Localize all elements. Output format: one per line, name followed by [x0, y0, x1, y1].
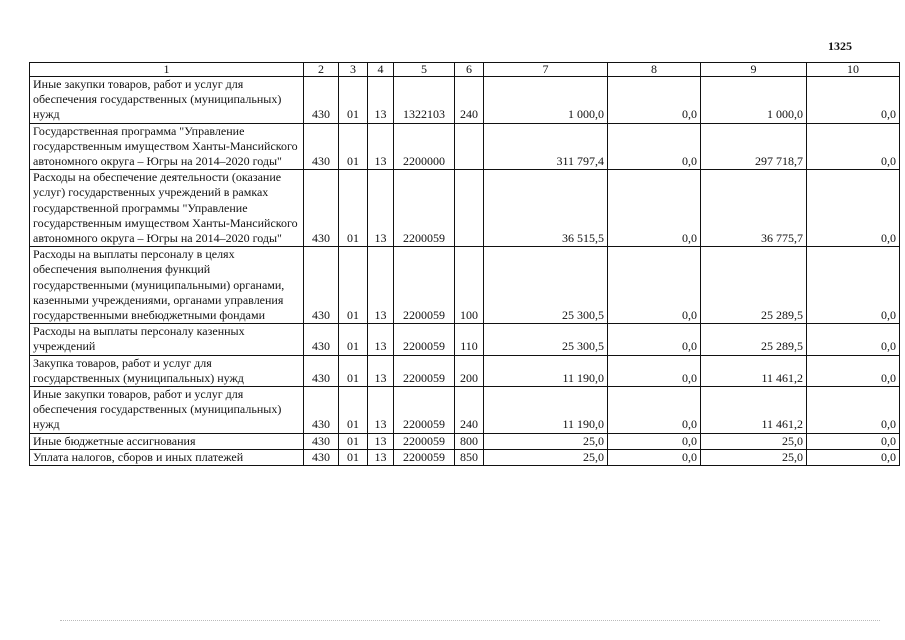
cell-section: 01 — [339, 77, 368, 124]
cell-target-article: 2200059 — [394, 247, 455, 324]
header-cell: 1 — [30, 63, 304, 77]
row-name: Иные закупки товаров, работ и услуг для обеспечения государственных (муниципальных) нужд — [30, 387, 304, 434]
cell-amount-10: 0,0 — [807, 387, 900, 434]
cell-admin-code: 430 — [304, 77, 339, 124]
row-name: Иные бюджетные ассигнования — [30, 433, 304, 449]
cell-section: 01 — [339, 123, 368, 170]
cell-amount-7: 1 000,0 — [484, 77, 608, 124]
cell-target-article: 2200059 — [394, 355, 455, 386]
cell-admin-code: 430 — [304, 449, 339, 465]
cell-admin-code: 430 — [304, 324, 339, 355]
header-cell: 10 — [807, 63, 900, 77]
cell-subsection: 13 — [368, 77, 394, 124]
table-row — [30, 355, 900, 386]
row-name: Иные закупки товаров, работ и услуг для обеспечения государственных (муниципальных) нужд — [30, 77, 304, 124]
budget-table — [29, 62, 900, 466]
cell-amount-8: 0,0 — [608, 247, 701, 324]
header-cell: 8 — [608, 63, 701, 77]
cell-expense-type — [455, 123, 484, 170]
cell-amount-7: 11 190,0 — [484, 355, 608, 386]
cell-amount-7: 311 797,4 — [484, 123, 608, 170]
header-cell: 7 — [484, 63, 608, 77]
cell-amount-7: 25,0 — [484, 449, 608, 465]
cell-admin-code: 430 — [304, 355, 339, 386]
cell-amount-10: 0,0 — [807, 433, 900, 449]
cell-amount-8: 0,0 — [608, 355, 701, 386]
header-row — [30, 63, 900, 77]
cell-amount-8: 0,0 — [608, 324, 701, 355]
cell-amount-7: 11 190,0 — [484, 387, 608, 434]
cell-section: 01 — [339, 324, 368, 355]
cell-amount-9: 11 461,2 — [701, 387, 807, 434]
row-name: Расходы на выплаты персоналу казенных учреждений — [30, 324, 304, 355]
cell-amount-10: 0,0 — [807, 77, 900, 124]
cell-amount-10: 0,0 — [807, 449, 900, 465]
scan-artifact-divider — [60, 620, 880, 622]
cell-target-article: 2200059 — [394, 324, 455, 355]
cell-amount-7: 25 300,5 — [484, 247, 608, 324]
cell-expense-type: 100 — [455, 247, 484, 324]
cell-expense-type — [455, 170, 484, 247]
page-number: 1325 — [828, 39, 852, 53]
cell-amount-10: 0,0 — [807, 170, 900, 247]
cell-amount-8: 0,0 — [608, 433, 701, 449]
cell-admin-code: 430 — [304, 247, 339, 324]
header-cell: 4 — [368, 63, 394, 77]
cell-admin-code: 430 — [304, 387, 339, 434]
cell-amount-8: 0,0 — [608, 77, 701, 124]
cell-expense-type: 240 — [455, 387, 484, 434]
cell-subsection: 13 — [368, 247, 394, 324]
cell-target-article: 2200059 — [394, 433, 455, 449]
cell-amount-9: 11 461,2 — [701, 355, 807, 386]
cell-section: 01 — [339, 449, 368, 465]
cell-section: 01 — [339, 170, 368, 247]
cell-amount-7: 25,0 — [484, 433, 608, 449]
cell-amount-9: 36 775,7 — [701, 170, 807, 247]
cell-target-article: 2200059 — [394, 170, 455, 247]
cell-target-article: 1322103 — [394, 77, 455, 124]
row-name: Закупка товаров, работ и услуг для государственных (муниципальных) нужд — [30, 355, 304, 386]
header-cell: 9 — [701, 63, 807, 77]
header-cell: 6 — [455, 63, 484, 77]
header-cell: 3 — [339, 63, 368, 77]
cell-subsection: 13 — [368, 449, 394, 465]
cell-expense-type: 240 — [455, 77, 484, 124]
cell-amount-7: 36 515,5 — [484, 170, 608, 247]
cell-amount-10: 0,0 — [807, 123, 900, 170]
cell-amount-8: 0,0 — [608, 170, 701, 247]
cell-admin-code: 430 — [304, 123, 339, 170]
cell-expense-type: 110 — [455, 324, 484, 355]
cell-subsection: 13 — [368, 387, 394, 434]
table-row — [30, 247, 900, 324]
cell-amount-7: 25 300,5 — [484, 324, 608, 355]
cell-amount-9: 25,0 — [701, 433, 807, 449]
cell-amount-10: 0,0 — [807, 324, 900, 355]
table-row — [30, 387, 900, 434]
cell-section: 01 — [339, 355, 368, 386]
cell-target-article: 2200059 — [394, 449, 455, 465]
table-row — [30, 324, 900, 355]
cell-section: 01 — [339, 433, 368, 449]
table-row — [30, 433, 900, 449]
row-name: Уплата налогов, сборов и иных платежей — [30, 449, 304, 465]
cell-subsection: 13 — [368, 355, 394, 386]
cell-amount-9: 25,0 — [701, 449, 807, 465]
row-name: Расходы на обеспечение деятельности (оказание услуг) государственных учреждений в рамках государственной программы "Управление государственным имуществом Ханты-Мансийского автономного округа – Югры на 2014–2020 годы" — [30, 170, 304, 247]
cell-target-article: 2200000 — [394, 123, 455, 170]
header-cell: 2 — [304, 63, 339, 77]
cell-admin-code: 430 — [304, 433, 339, 449]
cell-amount-8: 0,0 — [608, 449, 701, 465]
row-name: Государственная программа "Управление государственным имуществом Ханты-Мансийского автономного округа – Югры на 2014–2020 годы" — [30, 123, 304, 170]
table-row — [30, 170, 900, 247]
cell-section: 01 — [339, 387, 368, 434]
cell-amount-10: 0,0 — [807, 355, 900, 386]
cell-subsection: 13 — [368, 433, 394, 449]
cell-target-article: 2200059 — [394, 387, 455, 434]
cell-amount-8: 0,0 — [608, 387, 701, 434]
cell-subsection: 13 — [368, 123, 394, 170]
row-name: Расходы на выплаты персоналу в целях обеспечения выполнения функций государственными (муниципальными) органами, казенными учреждениями, органами управления государственными внебюджетными фондами — [30, 247, 304, 324]
cell-amount-9: 25 289,5 — [701, 324, 807, 355]
cell-amount-10: 0,0 — [807, 247, 900, 324]
cell-amount-9: 1 000,0 — [701, 77, 807, 124]
cell-subsection: 13 — [368, 324, 394, 355]
cell-amount-9: 25 289,5 — [701, 247, 807, 324]
header-cell: 5 — [394, 63, 455, 77]
cell-expense-type: 200 — [455, 355, 484, 386]
table-row — [30, 449, 900, 465]
cell-expense-type: 800 — [455, 433, 484, 449]
cell-subsection: 13 — [368, 170, 394, 247]
table-row — [30, 77, 900, 124]
cell-amount-9: 297 718,7 — [701, 123, 807, 170]
cell-section: 01 — [339, 247, 368, 324]
table-row — [30, 123, 900, 170]
cell-expense-type: 850 — [455, 449, 484, 465]
cell-admin-code: 430 — [304, 170, 339, 247]
cell-amount-8: 0,0 — [608, 123, 701, 170]
